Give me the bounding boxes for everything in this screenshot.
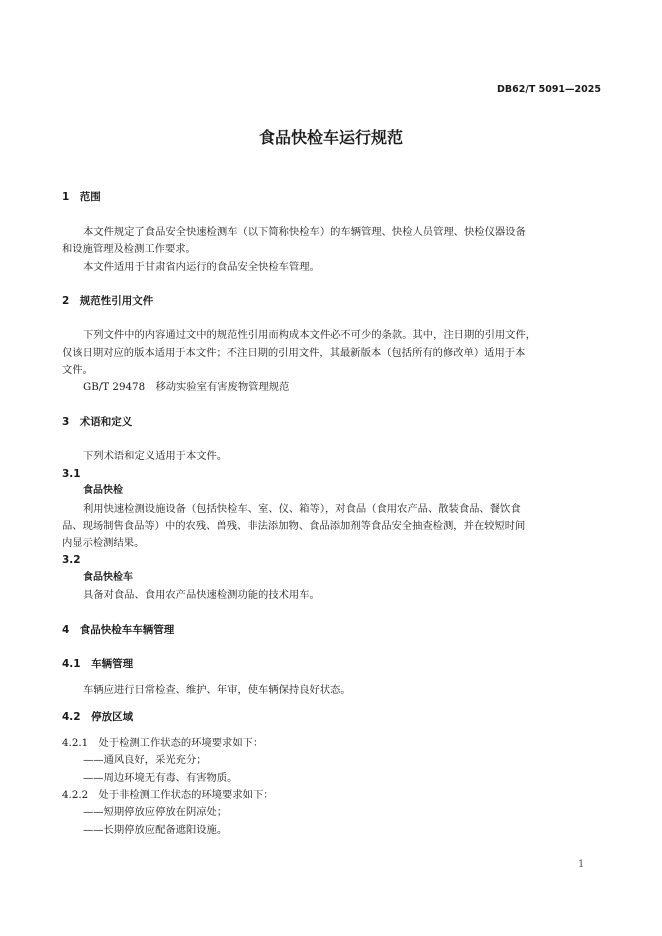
term-3-2-name: 食品快检车 — [83, 572, 133, 583]
document-number: DB62/T 5091—2025 — [497, 84, 601, 95]
section-4-heading: 4 食品快检车车辆管理 — [62, 624, 175, 636]
section-4-1-paragraph: 车辆应进行日常检查、维护、年审，使车辆保持良好状态。 — [83, 684, 351, 696]
section-4-1-heading: 4.1 车辆管理 — [62, 658, 134, 670]
section-1-paragraph-2: 本文件适用于甘肃省内运行的食品安全快检车管理。 — [83, 261, 320, 273]
section-3-heading: 3 术语和定义 — [62, 416, 133, 428]
section-1-heading: 1 范围 — [62, 191, 101, 203]
clause-4-2-1-item-1: ——通风良好，采光充分； — [83, 754, 207, 766]
section-2-heading: 2 规范性引用文件 — [62, 295, 154, 307]
normative-reference: GB/T 29478 移动实验室有害废物管理规范 — [83, 381, 290, 393]
section-4-2-heading: 4.2 停放区域 — [62, 711, 134, 723]
term-3-2-definition: 具备对食品、食用农产品快速检测功能的技术用车。 — [83, 589, 320, 601]
page-number: 1 — [578, 859, 585, 870]
clause-4-2-2-item-1: ——短期停放应停放在阴凉处； — [83, 806, 228, 818]
term-3-1-definition-cont-2: 内显示检测结果。 — [62, 537, 145, 549]
term-3-1-name: 食品快检 — [83, 485, 123, 496]
term-3-1-definition-cont-1: 品、现场制售食品等）中的农残、兽残、非法添加物、食品添加剂等食品安全抽查检测，并在较短时间 — [62, 520, 526, 532]
term-3-2-number: 3.2 — [62, 554, 81, 566]
section-2-paragraph-1-cont-2: 文件。 — [62, 364, 93, 376]
section-2-paragraph-1-cont-1: 仅该日期对应的版本适用于本文件；不注日期的引用文件，其最新版本（包括所有的修改单）适用于本 — [62, 347, 526, 359]
clause-4-2-1: 4.2.1 处于检测工作状态的环境要求如下： — [62, 737, 264, 749]
section-2-paragraph-1: 下列文件中的内容通过文中的规范性引用而构成本文件必不可少的条款。其中，注日期的引用文件， — [83, 329, 537, 341]
term-3-1-definition: 利用快速检测设施设备（包括快检车、室、仪、箱等），对食品（食用农产品、散装食品、餐饮食 — [83, 503, 521, 515]
section-1-paragraph-1-cont: 和设施管理及检测工作要求。 — [62, 243, 196, 255]
document-title: 食品快检车运行规范 — [258, 128, 403, 147]
clause-4-2-2-item-2: ——长期停放应配备遮阳设施。 — [83, 824, 228, 836]
section-1-paragraph-1: 本文件规定了食品安全快速检测车（以下简称快检车）的车辆管理、快检人员管理、快检仪器设备 — [83, 226, 526, 238]
clause-4-2-1-item-2: ——周边环境无有毒、有害物质。 — [83, 772, 238, 784]
clause-4-2-2: 4.2.2 处于非检测工作状态的环境要求如下： — [62, 789, 274, 801]
section-3-intro: 下列术语和定义适用于本文件。 — [83, 450, 228, 462]
term-3-1-number: 3.1 — [62, 468, 81, 480]
